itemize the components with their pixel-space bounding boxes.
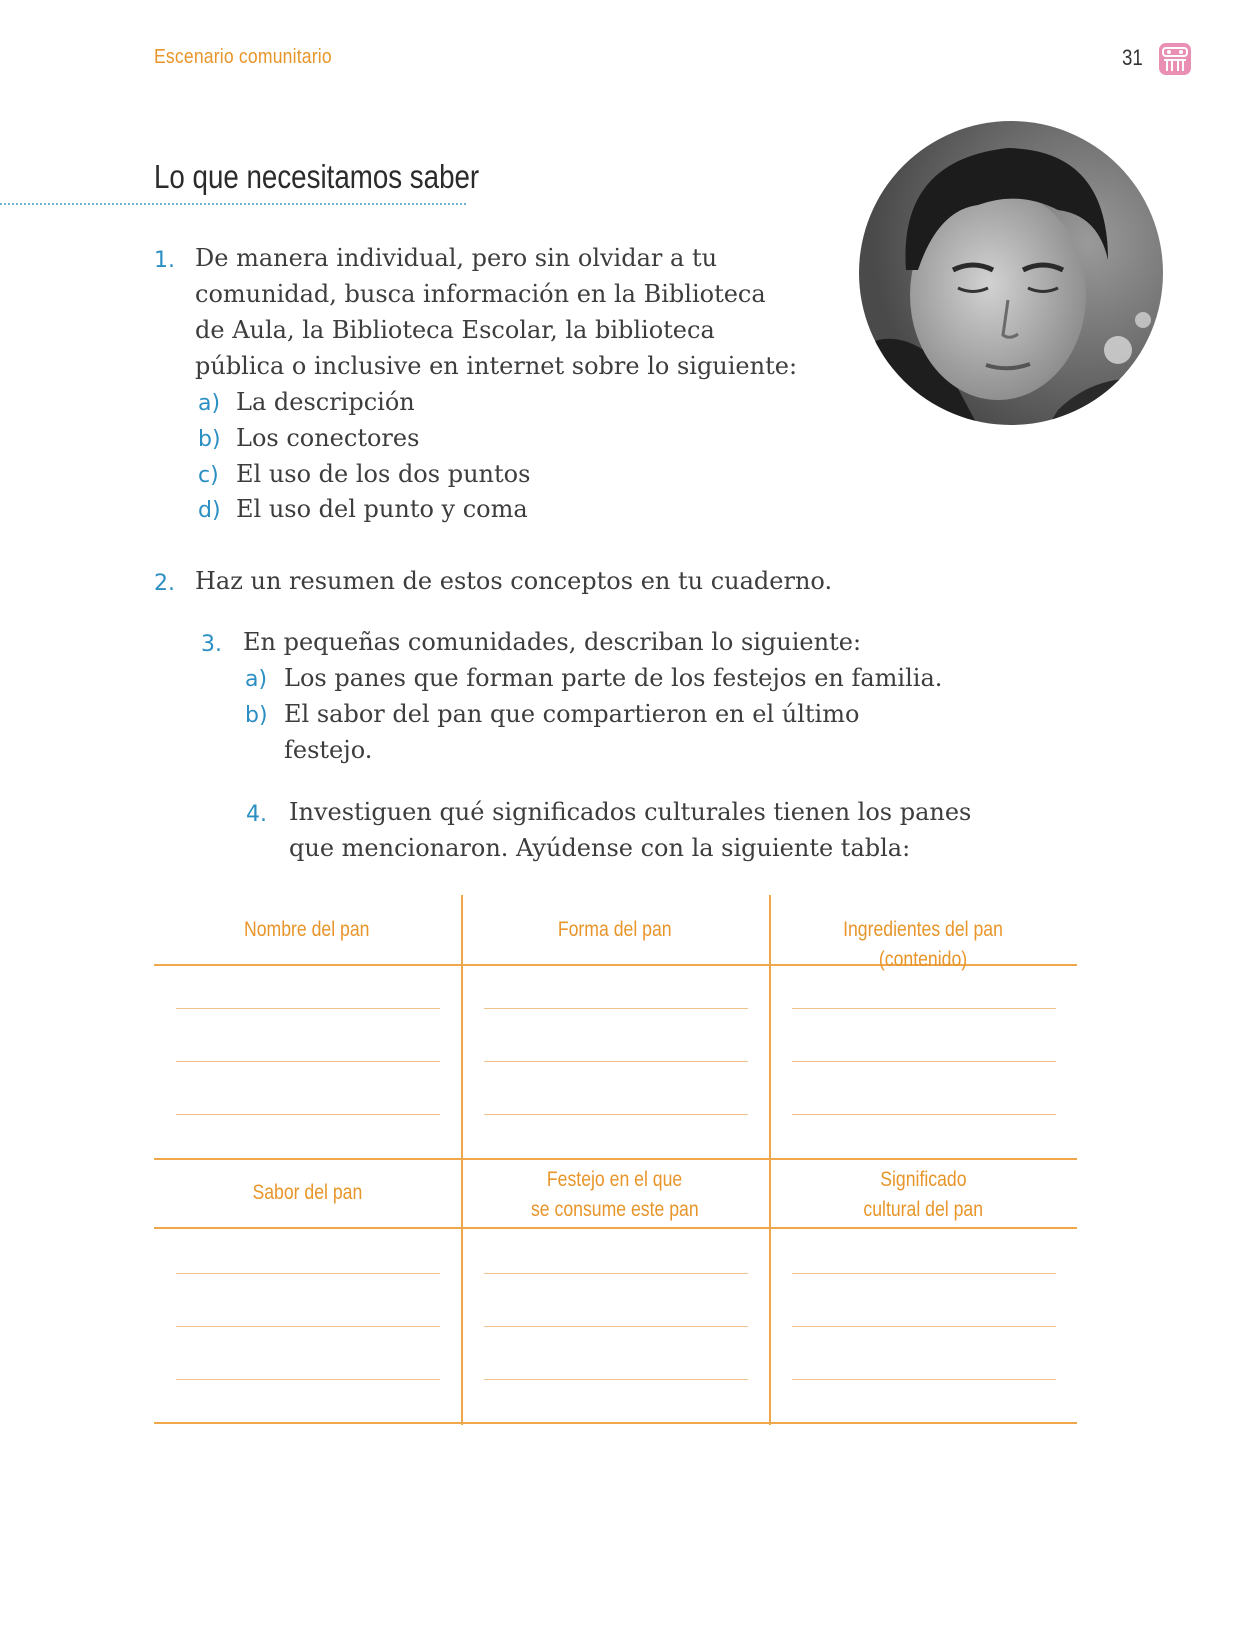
- table-writing-line[interactable]: [484, 1114, 748, 1115]
- title-dotted-rule: [0, 203, 466, 205]
- table-writing-line[interactable]: [176, 1273, 440, 1274]
- subitem-text: El sabor del pan que compartieron en el último: [284, 700, 860, 728]
- table-header-cell: Nombre del pan: [244, 918, 370, 941]
- table-writing-line[interactable]: [484, 1061, 748, 1062]
- subitem-text: La descripción: [236, 388, 415, 416]
- table-writing-line[interactable]: [792, 1379, 1056, 1380]
- subitem-letter: a): [245, 667, 268, 692]
- subitem-letter: c): [198, 463, 219, 488]
- table-writing-line[interactable]: [484, 1008, 748, 1009]
- subitem-letter: b): [198, 427, 221, 452]
- subitem-letter: d): [198, 498, 221, 523]
- boy-reading-photo: [858, 120, 1164, 426]
- table-writing-line[interactable]: [792, 1114, 1056, 1115]
- table-column-divider: [769, 895, 771, 1425]
- table-writing-line[interactable]: [484, 1379, 748, 1380]
- item-text-line: de Aula, la Biblioteca Escolar, la biblioteca: [195, 316, 715, 344]
- table-header-cell: Sabor del pan: [252, 1181, 362, 1204]
- item-number: 4.: [246, 802, 267, 827]
- item-number: 1.: [154, 248, 175, 273]
- item-text-line: De manera individual, pero sin olvidar a tu: [195, 244, 718, 272]
- table-writing-line[interactable]: [792, 1008, 1056, 1009]
- table-writing-line[interactable]: [176, 1379, 440, 1380]
- table-header-cell: Festejo en el que se consume este pan: [531, 1168, 699, 1221]
- item-text-line: Investiguen qué significados culturales tienen los panes: [289, 798, 972, 826]
- table-header-cell: Significado cultural del pan: [863, 1168, 983, 1221]
- subitem-text: Los panes que forman parte de los festejos en familia.: [284, 664, 943, 692]
- table-writing-line[interactable]: [176, 1061, 440, 1062]
- item-text-line: Haz un resumen de estos conceptos en tu cuaderno.: [195, 567, 833, 595]
- table-section-rule: [154, 1158, 1077, 1160]
- pink-glyph-icon: [1158, 42, 1192, 76]
- subitem-text-continued: festejo.: [284, 736, 373, 764]
- subitem-text: Los conectores: [236, 424, 420, 452]
- subitem-letter: b): [245, 703, 268, 728]
- table-bottom-rule: [154, 1422, 1077, 1424]
- table-header-cell: Forma del pan: [558, 918, 672, 941]
- table-writing-line[interactable]: [792, 1061, 1056, 1062]
- table-writing-line[interactable]: [484, 1273, 748, 1274]
- subitem-letter: a): [198, 391, 221, 416]
- page-number: 31: [1122, 45, 1143, 70]
- table-column-divider: [461, 895, 463, 1425]
- item-text-line: comunidad, busca información en la Biblioteca: [195, 280, 766, 308]
- subitem-text: El uso del punto y coma: [236, 495, 528, 523]
- table-writing-line[interactable]: [176, 1326, 440, 1327]
- table-writing-line[interactable]: [792, 1326, 1056, 1327]
- table-header-cell: Ingredientes del pan (contenido): [843, 918, 1003, 971]
- item-text-line: que mencionaron. Ayúdense con la siguiente tabla:: [289, 834, 911, 862]
- item-number: 2.: [154, 571, 175, 596]
- item-text-line: En pequeñas comunidades, describan lo siguiente:: [243, 628, 862, 656]
- table-writing-line[interactable]: [176, 1114, 440, 1115]
- section-title: Lo que necesitamos saber: [154, 158, 480, 195]
- table-writing-line[interactable]: [176, 1008, 440, 1009]
- subitem-text: El uso de los dos puntos: [236, 460, 531, 488]
- table-writing-line[interactable]: [792, 1273, 1056, 1274]
- table-writing-line[interactable]: [484, 1326, 748, 1327]
- section-label: Escenario comunitario: [154, 46, 332, 68]
- item-number: 3.: [201, 632, 222, 657]
- table-header-rule: [154, 1227, 1077, 1229]
- item-text-line: pública o inclusive en internet sobre lo siguiente:: [195, 352, 798, 380]
